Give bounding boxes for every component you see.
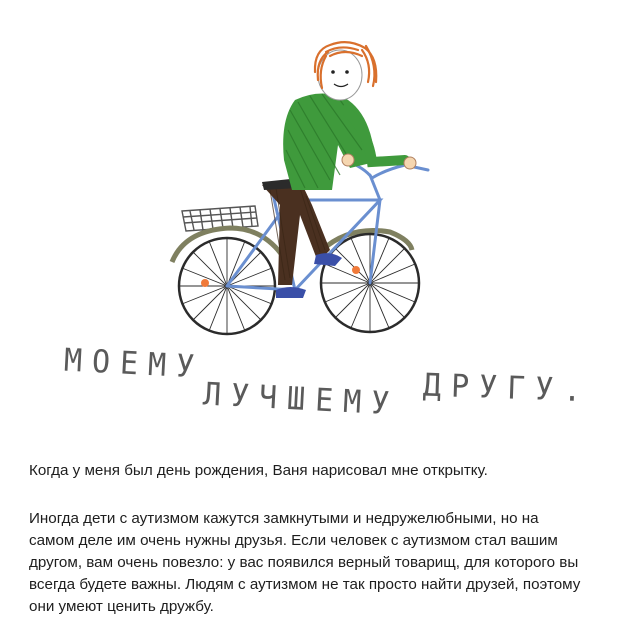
sweater [283,93,375,190]
paragraph-line: всегда будете важны. Людям с аутизмом не так просто найти друзей, поэтому [29,576,581,593]
handwriting-line2-b: ДРУГУ. [422,367,592,410]
paragraph-birthday: Когда у меня был день рождения, Ваня нарисовал мне открытку. [29,462,488,479]
front-reflector [352,266,360,274]
handwriting-line1: МОЕМУ [63,342,206,387]
paragraph-line: Иногда дети с аутизмом кажутся замкнутыми и недружелюбными, но на [29,510,539,527]
left-shoe [276,287,306,298]
right-shoe [314,253,342,266]
paragraph-line: самом деле им очень нужны друзья. Если человек с аутизмом стал вашим [29,532,558,549]
paragraph-line: они умеют ценить дружбу. [29,598,214,615]
rear-reflector [201,279,209,287]
paragraph-autism [29,508,619,618]
paragraph-line: другом, вам очень повезло: у вас появился верный товарищ, для которого вы [29,554,579,571]
handwriting-line2-a: ЛУЧШЕМУ [202,376,401,424]
